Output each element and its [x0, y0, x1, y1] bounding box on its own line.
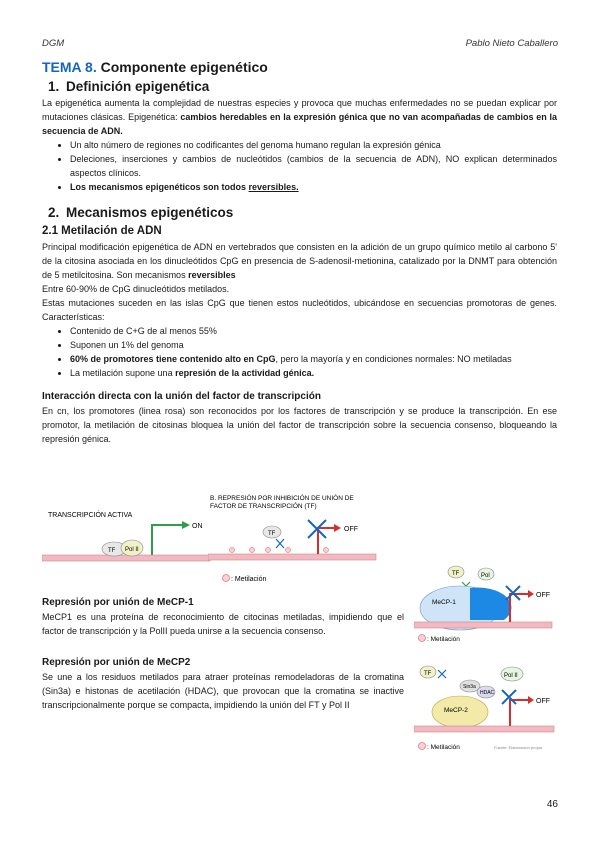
definition-paragraph — [42, 96, 557, 138]
methyl-legend-label: : Metilación — [427, 636, 460, 643]
figure-mecp2 — [414, 660, 556, 754]
on-arrow-head — [182, 521, 190, 529]
header-left: DGM — [42, 38, 65, 49]
mecp2-paragraph: Se une a los residuos metilados para atraer proteínas remodeladoras de la cromatina (Sin3a) e histonas de acetilación (HDAC), que provocan que la cromatina se inactive transcripcionalmente porque se compacta, impidiendo la unión del FT y Pol II — [42, 672, 404, 710]
methyl-legend-label: : Metilación — [231, 576, 267, 583]
off-arrow — [510, 700, 528, 726]
figure-mecp1 — [414, 560, 554, 644]
dna-strand — [208, 554, 376, 560]
section-1-number: 1. — [48, 79, 60, 94]
off-label: OFF — [344, 526, 358, 533]
figure-b-title-2: FACTOR DE TRANSCRIPCIÓN (TF) — [210, 503, 317, 510]
list-item — [70, 366, 557, 380]
list-item — [70, 180, 557, 194]
mecp1-protein — [470, 588, 511, 620]
mecp1-label: MeCP-1 — [432, 599, 456, 606]
figure-b-title-1: B. REPRESIÓN POR INHIBICIÓN DE UNIÓN DE — [210, 495, 354, 502]
pol-ii-label: Pol II — [125, 547, 139, 553]
mecp1-paragraph: MeCP1 es una proteína de reconocimiento de citocinas metiladas, impidiendo que el factor de transcripción y la PolII pueda unirse a la secuencia consenso. — [42, 612, 404, 636]
methyl-legend-label: : Metilación — [427, 744, 460, 751]
list-item: • Suponen un 1% del genoma — [70, 338, 557, 352]
list-item-text: La metilación supone una — [70, 368, 176, 378]
off-label: OFF — [536, 592, 550, 599]
list-item: • Deleciones, inserciones y cambios de nucleótidos (cambios de la secuencia de ADN), NO explican determinados aspectos clínicos. — [70, 152, 557, 180]
section-2-heading — [42, 204, 557, 222]
chapter-title-text: Componente epigenético — [100, 59, 268, 75]
dna-strand — [414, 726, 554, 732]
section-1-title: Definición epigenética — [66, 79, 210, 94]
figure-credit: Fuente: Elaboración propia — [494, 745, 543, 750]
definition-text: La epigenética aumenta la complejidad de nuestras especies y provoca que muchas enfermedades no se puedan explicar por mutaciones clásicas. Epigenética: — [42, 98, 557, 122]
list-item: • Un alto número de regiones no codificantes del genoma humano regulan la expresión génica — [70, 138, 557, 152]
methyl-marks — [230, 548, 329, 553]
page-content — [42, 58, 557, 446]
interaction-heading: Interacción directa con la unión del factor de transcripción — [42, 391, 321, 402]
definition-bold: cambios heredables en la expresión génica que no van acompañadas de cambios en la secuencia de ADN. — [42, 112, 557, 136]
on-arrow — [152, 525, 182, 555]
methylation-bold: reversibles — [188, 270, 236, 280]
chapter-title — [42, 58, 557, 76]
block-x-small — [276, 539, 284, 548]
figure-repression-inhibition — [208, 492, 378, 584]
section-2-title: Mecanismos epigenéticos — [66, 205, 234, 220]
methylation-text: Principal modificación epigenética de ADN en vertebrados que consisten en la adición de un grupo químico metilo al carbono 5' de la citosina asociada en los dinucleótidos CpG en presencia de S-adenosil-metionina, catalizado por la DNMT para obtención de 5 metilcitosina. Son mecanismos — [42, 242, 557, 280]
figure-a-title: TRANSCRIPCIÓN ACTIVA — [48, 512, 133, 519]
dna-strand — [414, 622, 552, 628]
section-2-number: 2. — [48, 205, 60, 220]
list-item-bold: 60% de promotores tiene contenido alto en CpG — [70, 354, 276, 364]
mecp2-heading: Represión por unión de MeCP2 — [42, 657, 191, 668]
mecp2-section — [42, 656, 404, 712]
off-arrow-head — [528, 590, 534, 598]
characteristics-list — [42, 324, 557, 380]
methyl-legend-icon — [223, 575, 230, 582]
cpg-percentage: Entre 60-90% de CpG dinucleótidos metilados. — [42, 284, 230, 294]
pol-label: Pol — [481, 573, 490, 579]
on-label: ON — [192, 523, 203, 530]
tf-label: TF — [108, 548, 116, 554]
off-arrow-head — [334, 524, 341, 532]
list-item-text: , pero la mayoría y en condiciones normales: NO metiladas — [275, 354, 512, 364]
figure-active-transcription — [42, 505, 212, 575]
dna-strand — [42, 555, 210, 561]
definition-list — [42, 138, 557, 194]
section-1-heading — [42, 78, 557, 96]
list-item: • Contenido de C+G de al menos 55% — [70, 324, 557, 338]
pol-ii-label: Pol II — [504, 673, 518, 679]
page-number: 46 — [546, 799, 558, 810]
interaction-paragraph: En cn, los promotores (linea rosa) son reconocidos por los factores de transcripción y se produce la transcripción. En ese promotor, la metilación de citosinas bloquea la unión del factor de transcripción sobre la secuencia consenso, bloqueando la represión génica. — [42, 406, 557, 444]
block-x-small — [438, 670, 446, 678]
list-item — [70, 352, 557, 366]
methyl-legend-icon — [419, 635, 426, 642]
cpg-islands-paragraph: Estas mutaciones suceden en las islas CpG que tienen estos nucleótidos, ubicándose en secuencias promotoras de genes. Características: — [42, 298, 557, 322]
header-right: Pablo Nieto Caballero — [465, 38, 558, 49]
list-item-text: Los mecanismos epigenéticos son todos — [70, 182, 249, 192]
tf-label: TF — [268, 531, 276, 537]
tf-label: TF — [452, 571, 460, 577]
off-label: OFF — [536, 698, 550, 705]
tf-label: TF — [424, 671, 432, 677]
off-arrow-head — [528, 696, 534, 704]
sin3a-label: Sin3a — [463, 684, 476, 690]
subsection-heading: 2.1 Metilación de ADN — [42, 225, 162, 237]
list-item-underlined: reversibles. — [248, 182, 299, 192]
methylation-paragraph — [42, 240, 557, 282]
mecp1-heading: Represión por unión de MeCP-1 — [42, 597, 194, 608]
mecp2-label: MeCP-2 — [444, 707, 468, 714]
methyl-legend-icon — [419, 743, 426, 750]
hdac-label: HDAC — [480, 690, 495, 696]
list-item-bold: represión de la actividad génica. — [175, 368, 315, 378]
mecp1-section — [42, 596, 404, 638]
chapter-number: TEMA 8. — [42, 59, 97, 75]
